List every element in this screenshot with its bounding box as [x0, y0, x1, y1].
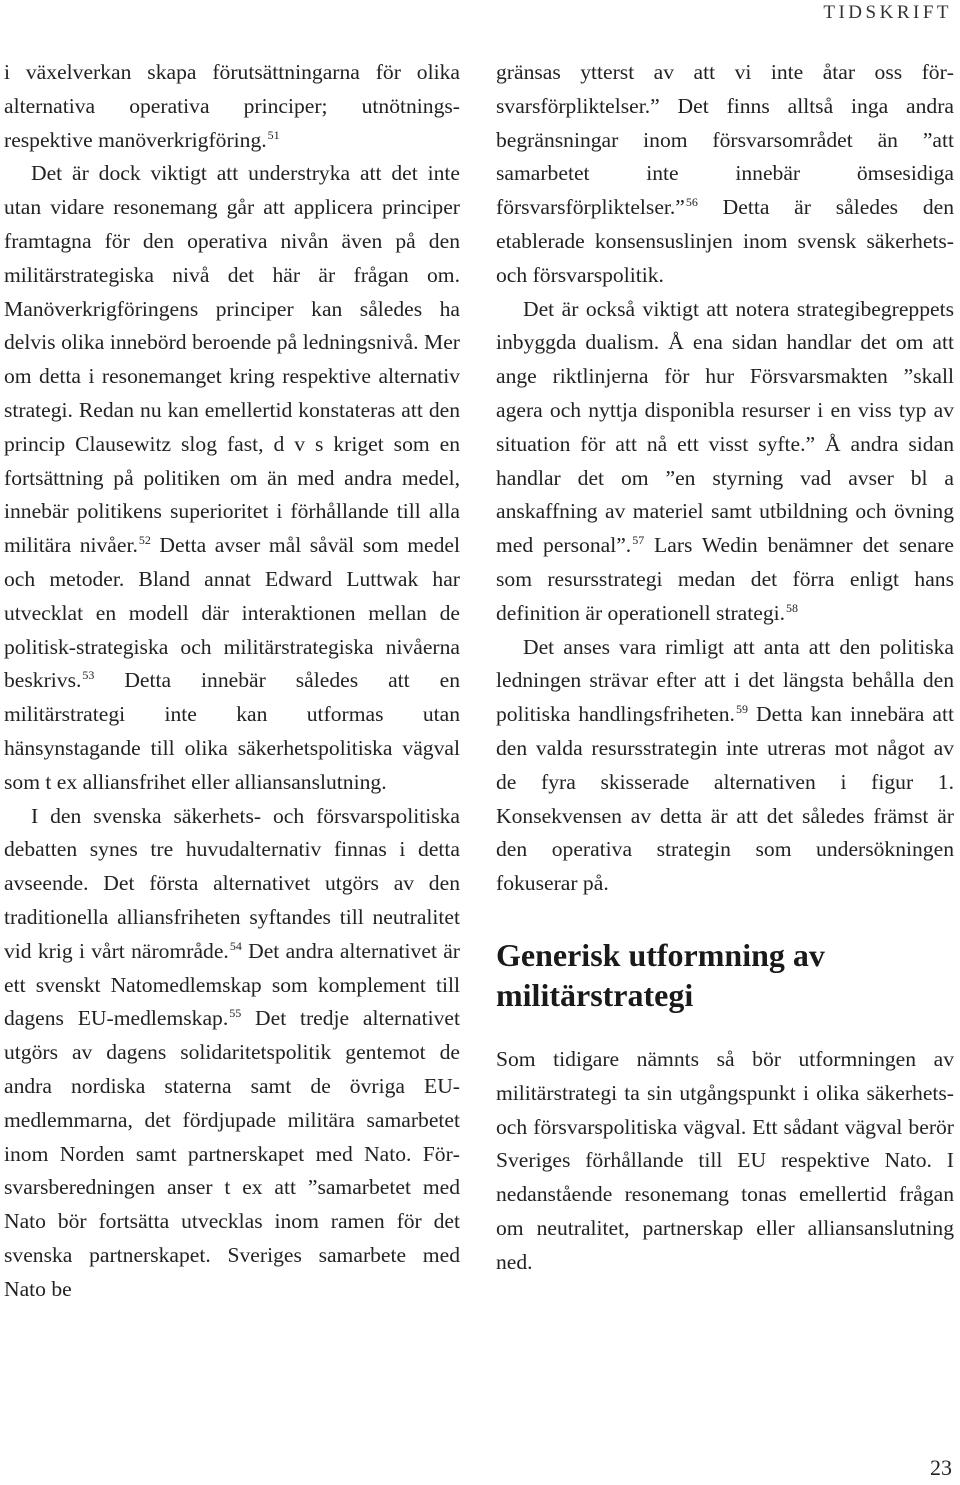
- paragraph: i växelverkan skapa förutsättningarna för olika alternativa operativa principer; utnötnings- respektive manöverkrigföring.$^{51}$: [4, 60, 460, 152]
- footnote-ref[interactable]: 56: [685, 195, 698, 210]
- footnote-ref[interactable]: 57: [632, 533, 645, 548]
- footnote-ref[interactable]: 51: [267, 127, 280, 142]
- running-header: TIDSKRIFT: [823, 2, 952, 23]
- paragraph: Det anses vara rimligt att anta att den politiska ledningen strävar efter att i det längsta behålla den politiska handlingsfriheten.$^{59}$ Detta kan innebära att den valda resursstrategin inte utreras mot något av de fyra skisserade alternativen i figur 1. Konsekvensen av detta är att det således främst är den operativa strategin som undersökningen fokuserar på.: [496, 634, 954, 896]
- page-number: 23: [930, 1455, 952, 1480]
- section-heading: Generisk utformning av militärstrategi: [496, 936, 825, 1013]
- footnote-ref[interactable]: 59: [735, 702, 748, 717]
- paragraph: I den svenska säkerhets- och försvarspolitiska debatten synes tre huvudalternativ finnas i detta avseende. Det första alternativet utgörs av den traditionella alliansfriheten syftandes till neutralitet vid krig i vårt närområde.$^{54}$ Det andra alternativet är ett svenskt Natomedlemskap som komplement till dagens EU-medlemskap.$^{55}$ Det tredje alternativet utgörs av dagens solidaritetspolitik gentemot de andra nordiska staterna samt de övriga EU-medlemmarna, det fördjupade militära samarbetet inom Norden samt partnerskapet med Nato. Försvarsberedningen anser t ex att ”samarbetet med Nato bör fortsätta utvecklas inom ramen för det svenska partnerskapet. Sveriges samarbete med Nato be: [4, 803, 461, 1301]
- footnote-ref[interactable]: 53: [82, 668, 95, 683]
- footnote-ref[interactable]: 54: [229, 938, 242, 953]
- paragraph: Som tidigare nämnts så bör utformningen av militärstrategi ta sin utgångspunkt i olika säkerhets- och försvarspolitiska vägval. Ett sådant vägval berör Sveriges förhållande till EU respektive Nato. I nedanstående resonemang tonas emellertid frågan om neutralitet, partnerskap eller alliansanslutning ned.: [496, 1046, 954, 1274]
- paragraph: Det är också viktigt att notera strategibegreppets inbyggda dualism. Å ena sidan handlar det om att ange riktlinjerna för hur Försvarsmakten ”skall agera och nyttja disponibla resurser i en viss typ av situation för att nå ett visst syfte.” Å andra sidan handlar det om ”en styrning vad avser bl a anskaffning av materiel samt utbildning och övning med personal”.$^{57}$ Lars Wedin benämner det senare som resursstrategi medan det förra enligt hans definition är operationell strategi.$^{58}$: [496, 296, 954, 625]
- footnote-ref[interactable]: 55: [229, 1006, 242, 1021]
- paragraph: gränsas ytterst av att vi inte åtar oss försvarsförpliktelser.” Det finns alltså inga andra begränsningar inom försvarsområdet än ”att samarbetet inte innebär ömsesidiga försvarsförpliktelser.”$^{56}$ Detta är således den etablerade konsensuslinjen inom svensk säkerhets- och försvarspolitik.: [496, 60, 954, 287]
- right-column: [496, 56, 954, 1280]
- footnote-ref[interactable]: 58: [786, 600, 799, 615]
- left-column: [4, 56, 460, 1306]
- paragraph: Det är dock viktigt att understryka att det inte utan vidare resonemang går att applicera principer framtagna för den operativa nivån även på den militärstrategiska nivå det här är frågan om. Manöverkrigföringens principer kan således ha delvis olika innebörd beroende på ledningsnivå. Mer om detta i resonemanget kring respektive alternativ strategi. Redan nu kan emellertid konstateras att den princip Clausewitz slog fast, d v s kriget som en fortsättning på politiken om än med andra medel, innebär politikens superioritet i förhållande till alla militära nivåer.$^{52}$ Detta avser mål såväl som medel och metoder. Bland annat Edward Luttwak har utvecklat en modell där interaktionen mellan de politisk-strategiska och militärstrategiska nivåerna beskrivs.$^{53}$ Detta innebär således att en militärstrategi inte kan utformas utan hänsynstagande till olika säkerhetspolitiska vägval som t ex alliansfrihet eller alliansanslutning.: [4, 161, 461, 794]
- footnote-ref[interactable]: 52: [138, 533, 151, 548]
